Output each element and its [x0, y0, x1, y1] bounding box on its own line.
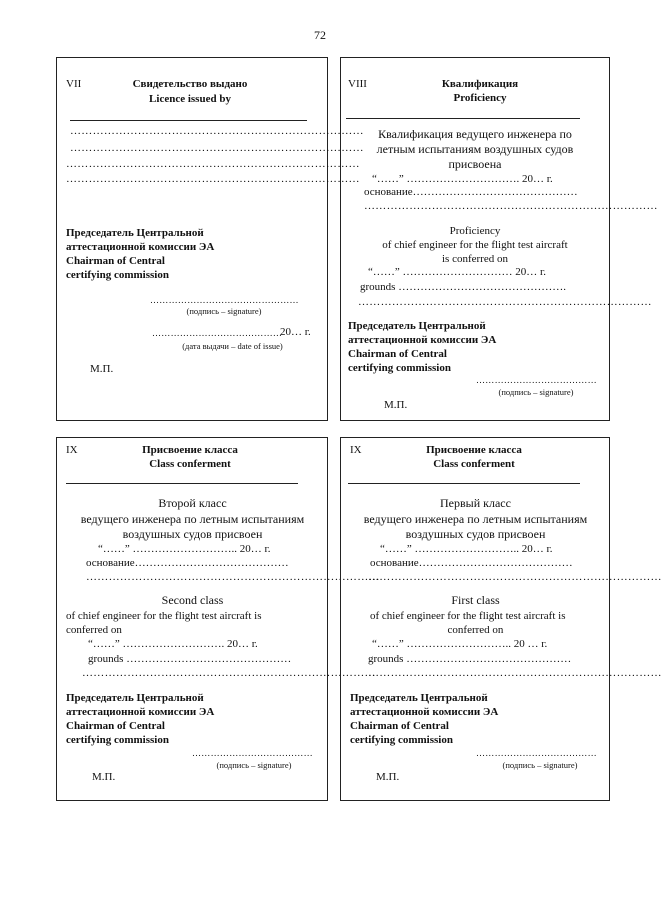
stamp-label: М.П.	[376, 771, 400, 783]
dotted-line: ……………………………………………………………………	[70, 125, 364, 137]
section-title-en: Class conferment	[433, 458, 515, 470]
section-title-ru: Присвоение класса	[142, 444, 238, 456]
title-underline	[66, 483, 298, 484]
dotted-line: ……………………………………………………………………	[66, 158, 360, 170]
chairman-ru-line2: аттестационной комиссии ЭА	[66, 241, 215, 253]
chairman-en-line1: Chairman of Central	[348, 348, 447, 360]
date-caption: (дата выдачи – date of issue)	[182, 341, 283, 351]
section-numeral: VII	[66, 78, 82, 90]
dotted-line: ……………………………………………………………………	[368, 667, 662, 679]
date-line: “……” ……………………….. 20… г.	[98, 543, 271, 555]
dotted-line: ……………………………………………………………………	[66, 173, 360, 185]
date-line: ……………………………………	[152, 328, 283, 338]
chairman-en-line2: certifying commission	[348, 362, 451, 374]
section-title-en: Class conferment	[149, 458, 231, 470]
grounds-line: grounds ………………………………………	[88, 653, 292, 665]
class-en-line1: Second class	[161, 593, 224, 607]
section-numeral: IX	[66, 444, 78, 456]
signature-line: …………………………………	[476, 748, 597, 758]
page-number: 72	[314, 28, 326, 42]
class-en-line2: of chief engineer for the flight test aircraft is	[66, 610, 262, 622]
chairman-ru-line1: Председатель Центральной	[66, 692, 204, 704]
class-en-line3: conferred on	[447, 624, 504, 636]
chairman-en-line2: certifying commission	[66, 734, 169, 746]
dotted-line: ……………………………………………………………………	[368, 571, 662, 583]
signature-caption: (подпись – signature)	[498, 387, 574, 397]
class-ru-line1: Первый класс	[440, 496, 511, 510]
class-ru-line3: воздушных судов присвоен	[122, 527, 263, 541]
title-underline	[70, 120, 307, 121]
chairman-ru-line1: Председатель Центральной	[350, 692, 488, 704]
grounds-line: grounds ……………………………………….	[360, 281, 566, 293]
en-date-line: “……” ………………………… 20… г.	[368, 266, 547, 278]
section-numeral: VIII	[348, 78, 367, 90]
signature-line: …………………………………………	[150, 295, 299, 305]
chairman-ru-line1: Председатель Центральной	[66, 227, 204, 239]
stamp-label: М.П.	[384, 399, 408, 411]
chairman-en-line1: Chairman of Central	[66, 255, 165, 267]
signature-caption: (подпись – signature)	[186, 306, 262, 316]
title-underline	[348, 483, 580, 484]
chairman-en-line1: Chairman of Central	[66, 720, 165, 732]
section-numeral: IX	[350, 444, 362, 456]
en-date-line: “……” ………………………. 20… г.	[88, 638, 258, 650]
date-line: “……” …………………………. 20… г.	[372, 173, 553, 185]
signature-line: …………………………………	[476, 375, 597, 385]
class-ru-line3: воздушных судов присвоен	[405, 527, 546, 541]
dotted-line: ……………………………………………………………………	[364, 200, 658, 212]
stamp-label: М.П.	[92, 771, 116, 783]
proficiency-en-line2: of chief engineer for the flight test aircraft	[382, 239, 568, 251]
stamp-label: М.П.	[90, 363, 114, 375]
section-title-ru: Свидетельство выдано	[132, 78, 248, 90]
chairman-ru-line2: аттестационной комиссии ЭА	[66, 706, 215, 718]
class-ru-line1: Второй класс	[158, 496, 227, 510]
date-line: “……” ……………………….. 20… г.	[380, 543, 553, 555]
dotted-line: ……………………………………………………………………	[82, 667, 376, 679]
class-en-line1: First class	[451, 593, 500, 607]
proficiency-en-line1: Proficiency	[449, 225, 501, 237]
dotted-line: ……………………………………………………………………	[70, 142, 364, 154]
basis-line: основание……………………………………	[370, 557, 573, 569]
chairman-en-line2: certifying commission	[66, 269, 169, 281]
chairman-ru-line2: аттестационной комиссии ЭА	[350, 706, 499, 718]
signature-caption: (подпись – signature)	[502, 760, 578, 770]
date-year: 20… г.	[280, 326, 311, 338]
section-title-en: Proficiency	[453, 92, 507, 104]
grounds-line: grounds ………………………………………	[368, 653, 572, 665]
dotted-line: ……………………………………………………………………	[358, 296, 652, 308]
class-ru-line2: ведущего инженера по летным испытаниям	[363, 512, 588, 526]
qualification-ru-line1: Квалификация ведущего инженера по	[378, 127, 572, 141]
chairman-en-line2: certifying commission	[350, 734, 453, 746]
dotted-line: ……………………………………………………………………	[86, 571, 380, 583]
section-title-ru: Присвоение класса	[426, 444, 522, 456]
signature-caption: (подпись – signature)	[216, 760, 292, 770]
proficiency-en-line3: is conferred on	[442, 253, 508, 265]
signature-line: …………………………………	[192, 748, 313, 758]
chairman-en-line1: Chairman of Central	[350, 720, 449, 732]
title-underline	[346, 118, 580, 119]
qualification-ru-line2: летным испытаниям воздушных судов	[376, 142, 574, 156]
qualification-ru-line3: присвоена	[448, 157, 502, 171]
class-en-line2: of chief engineer for the flight test aircraft is	[370, 610, 566, 622]
chairman-ru-line2: аттестационной комиссии ЭА	[348, 334, 497, 346]
basis-line: основание……………………………………	[86, 557, 289, 569]
class-en-line3: conferred on	[66, 624, 122, 636]
section-title-en: Licence issued by	[149, 93, 231, 105]
class-ru-line2: ведущего инженера по летным испытаниям	[80, 512, 305, 526]
basis-line: основание………………………………………	[364, 186, 578, 198]
chairman-ru-line1: Председатель Центральной	[348, 320, 486, 332]
en-date-line: “……” ……………………….. 20 … г.	[372, 638, 548, 650]
section-title-ru: Квалификация	[441, 78, 519, 90]
